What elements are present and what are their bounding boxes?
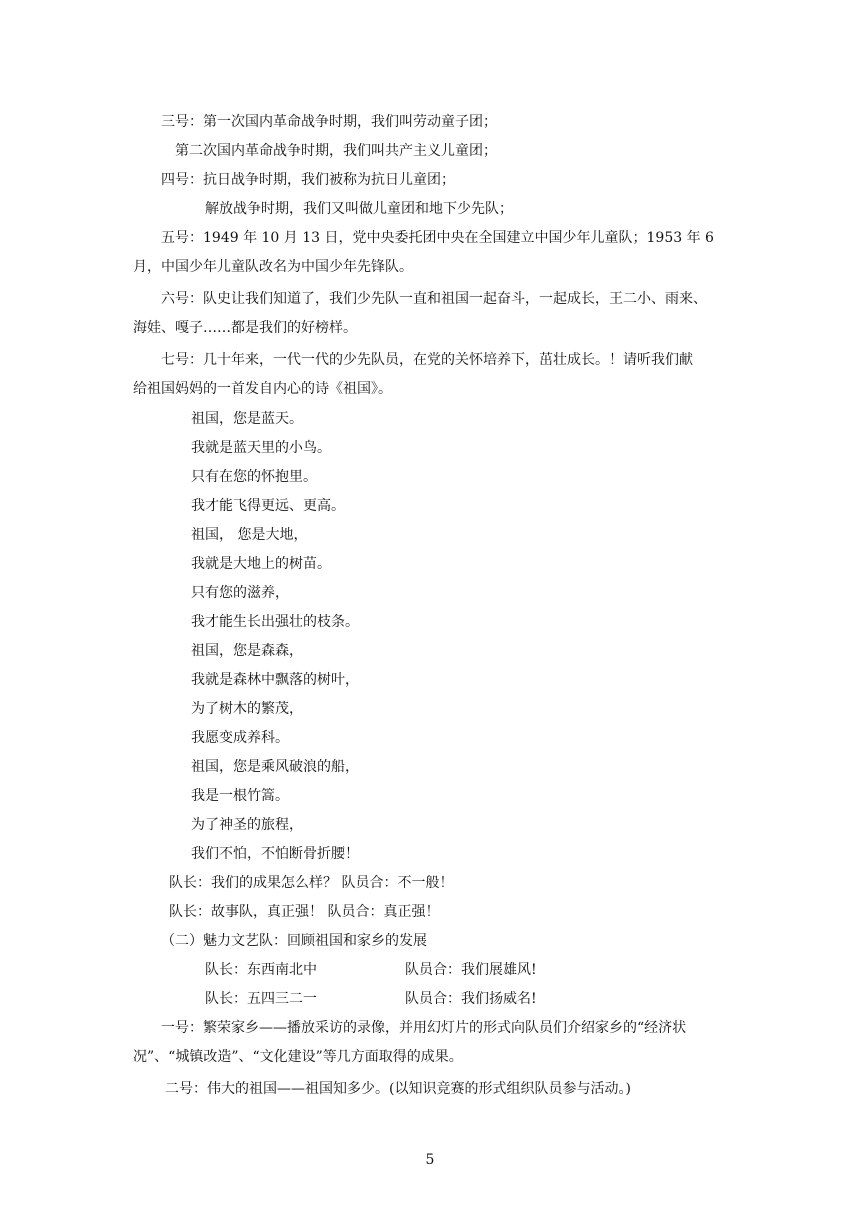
text-line: 六号：队史让我们知道了，我们少先队一直和祖国一起奋斗，一起成长，王二小、雨来、 xyxy=(161,291,707,307)
text-line: 一号：繁荣家乡——播放采访的录像，并用幻灯片的形式向队员们介绍家乡的“经济状 xyxy=(161,1020,687,1036)
poem-line: 为了树木的繁茂， xyxy=(191,701,303,717)
section-heading: （二）魅力文艺队：回顾祖国和家乡的发展 xyxy=(161,933,427,949)
dialogue-line: 队长：故事队，真正强！ 队员合：真正强！ xyxy=(169,904,440,920)
poem-line: 祖国， 您是大地， xyxy=(191,527,308,543)
dialogue-line: 队长：我们的成果怎么样？ 队员合：不一般！ xyxy=(169,875,454,891)
poem-line: 为了神圣的旅程， xyxy=(191,817,303,833)
poem-line: 我愿变成养科。 xyxy=(191,730,289,746)
text-line: 七号：几十年来，一代一代的少先队员，在党的关怀培养下，茁壮成长。！请听我们献 xyxy=(161,352,693,368)
poem-line: 只有在您的怀抱里。 xyxy=(191,469,317,485)
text-line: 四号：抗日战争时期，我们被称为抗日儿童团； xyxy=(161,172,455,188)
poem-line: 我们不怕，不怕断骨折腰！ xyxy=(191,846,359,862)
poem-line: 我是一根竹篙。 xyxy=(191,788,289,804)
poem-line: 祖国，您是乘风破浪的船， xyxy=(191,759,359,775)
page-number: 5 xyxy=(425,1152,435,1168)
text-line: 海娃、嘎子……都是我们的好榜样。 xyxy=(133,320,357,336)
poem-line: 我就是大地上的树苗。 xyxy=(191,556,331,572)
poem-line: 祖国，您是蓝天。 xyxy=(191,411,303,427)
poem-line: 我才能生长出强壮的枝条。 xyxy=(191,614,359,630)
text-line: 解放战争时期，我们又叫做儿童团和地下少先队； xyxy=(205,201,513,217)
poem-line: 我就是蓝天里的小鸟。 xyxy=(191,440,331,456)
text-line: 二号：伟大的祖国——祖国知多少。(以知识竞赛的形式组织队员参与活动。) xyxy=(165,1081,631,1097)
dialogue-line: 队长：五四三二一 xyxy=(205,991,317,1007)
dialogue-line: 队长：东西南北中 xyxy=(205,962,317,978)
poem-line: 我才能飞得更远、更高。 xyxy=(191,498,345,514)
poem-line: 只有您的滋养， xyxy=(191,585,289,601)
dialogue-line: 队员合：我们展雄风! xyxy=(405,962,537,978)
text-line: 况”、“城镇改造”、“文化建设”等几方面取得的成果。 xyxy=(133,1049,463,1065)
text-line: 三号：第一次国内革命战争时期，我们叫劳动童子团； xyxy=(161,114,497,130)
dialogue-line: 队员合：我们扬威名! xyxy=(405,991,537,1007)
poem-line: 祖国，您是森森， xyxy=(191,643,303,659)
poem-line: 我就是森林中飘落的树叶， xyxy=(191,672,359,688)
text-line: 给祖国妈妈的一首发自内心的诗《祖国》。 xyxy=(133,381,392,397)
text-line: 月，中国少年儿童队改名为中国少年先锋队。 xyxy=(133,259,413,275)
text-line: 五号：1949 年 10 月 13 日，党中央委托团中央在全国建立中国少年儿童队；1953 年 6 xyxy=(161,230,714,246)
text-line: 第二次国内革命战争时期，我们叫共产主义儿童团； xyxy=(175,143,497,159)
